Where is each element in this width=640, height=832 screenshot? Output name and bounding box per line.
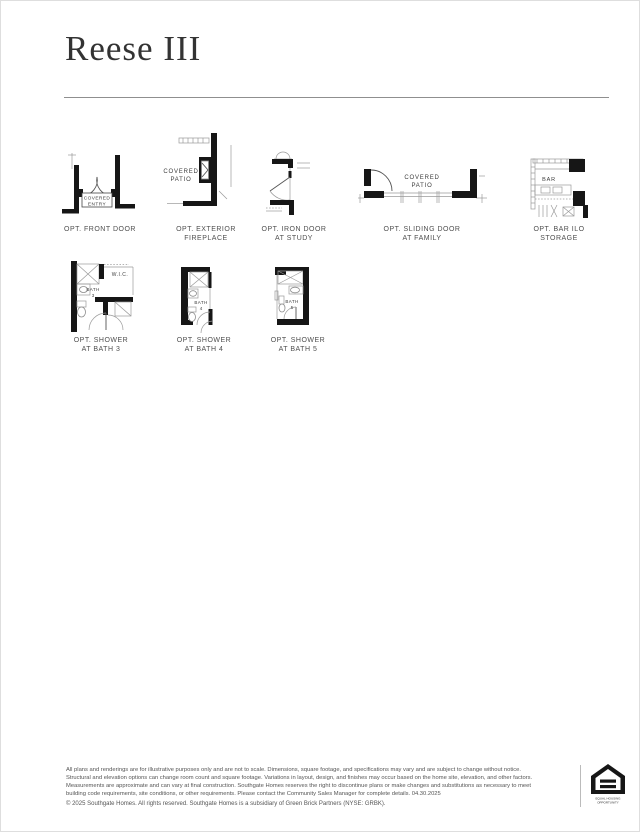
bath4-number: 4 bbox=[199, 306, 203, 311]
bath4-floorplan-icon bbox=[171, 263, 237, 334]
bath5-number: 5 bbox=[290, 305, 294, 310]
covered-entry-label: COVERED bbox=[83, 196, 111, 202]
option-caption: FIREPLACE bbox=[184, 234, 228, 242]
equal-housing-icon bbox=[590, 763, 626, 807]
covered-patio-label: PATIO bbox=[411, 183, 433, 189]
iron-door-diagram bbox=[252, 143, 336, 223]
bar-diagram bbox=[519, 153, 599, 223]
option-caption: AT BATH 4 bbox=[184, 345, 224, 353]
footer-divider bbox=[580, 765, 581, 807]
disclaimer-line: building code requirements, site conditions, or other requirements. Please contact the Community Sales Manager for complete details. 04.30.2025 bbox=[66, 791, 441, 797]
option-caption: OPT. SHOWER bbox=[270, 337, 326, 344]
disclaimer-line: Measurements are approximate and can vary at final construction. Southgate Homes reserves the right to discontinue plans or make changes and substitutions as necessary to meet bbox=[66, 783, 531, 789]
exterior-fireplace-diagram bbox=[159, 129, 253, 223]
front-door-floorplan-icon bbox=[58, 149, 142, 223]
sliding-door-diagram bbox=[354, 167, 490, 223]
bar-floorplan-icon bbox=[519, 153, 599, 223]
disclaimer-text bbox=[66, 766, 578, 798]
page-title: Reese III bbox=[65, 29, 202, 68]
option-caption: STORAGE bbox=[540, 234, 578, 242]
fireplace-floorplan-icon bbox=[159, 129, 253, 223]
bath3-label: BATH bbox=[86, 287, 100, 292]
disclaimer-line: All plans and renderings are for illustrative purposes only and are not to scale. Dimensions, square footage, and specifications may vary and are subject to change without notice. bbox=[66, 767, 521, 773]
option-front-door bbox=[58, 149, 142, 235]
title-divider bbox=[64, 97, 609, 98]
option-shower-bath-3 bbox=[59, 261, 143, 354]
option-bar-ilo-storage bbox=[519, 153, 599, 243]
option-caption: AT FAMILY bbox=[402, 234, 442, 242]
copyright-text: © 2025 Southgate Homes. All rights reserved. Southgate Homes is a subsidiary of Green Brick Partners (NYSE: GRBK). bbox=[66, 801, 386, 807]
front-door-diagram bbox=[58, 149, 142, 223]
option-caption: AT BATH 5 bbox=[278, 345, 318, 353]
option-iron-door-study bbox=[252, 143, 336, 243]
equal-housing-text: OPPORTUNITY bbox=[597, 800, 619, 805]
option-caption: OPT. SHOWER bbox=[73, 337, 129, 344]
bath5-diagram bbox=[265, 263, 331, 334]
option-caption: OPT. IRON DOOR bbox=[261, 226, 327, 233]
bath4-diagram bbox=[171, 263, 237, 334]
bath3-number: 3 bbox=[91, 293, 95, 298]
option-shower-bath-4 bbox=[171, 263, 237, 354]
option-caption: OPT. SHOWER bbox=[176, 337, 232, 344]
option-caption: OPT. EXTERIOR bbox=[176, 226, 236, 233]
iron-door-floorplan-icon bbox=[252, 143, 336, 223]
covered-entry-label: ENTRY bbox=[87, 202, 107, 208]
option-caption: OPT. SLIDING DOOR bbox=[383, 226, 461, 233]
bar-label: BAR bbox=[542, 177, 556, 183]
wic-label: W.I.C. bbox=[111, 272, 129, 278]
option-caption: OPT. BAR ILO bbox=[533, 226, 585, 233]
option-caption: AT STUDY bbox=[275, 234, 313, 242]
equal-housing-logo bbox=[590, 763, 626, 812]
covered-patio-label: PATIO bbox=[170, 177, 192, 183]
disclaimer-line: Structural and elevation options can change room count and square footage. Variations in layout, design, and finishes may occur based on the home site, elevation, and other factors. bbox=[66, 775, 533, 781]
bath5-floorplan-icon bbox=[265, 263, 331, 334]
option-exterior-fireplace bbox=[159, 129, 253, 243]
option-caption: AT BATH 3 bbox=[81, 345, 121, 353]
bath4-label: BATH bbox=[194, 300, 208, 305]
covered-patio-label: COVERED bbox=[163, 169, 199, 175]
option-sliding-door-family bbox=[354, 167, 490, 243]
covered-patio-label: COVERED bbox=[404, 175, 440, 181]
option-shower-bath-5 bbox=[265, 263, 331, 354]
bath3-diagram bbox=[59, 261, 143, 334]
option-caption: OPT. FRONT DOOR bbox=[64, 226, 136, 233]
sliding-door-floorplan-icon bbox=[354, 167, 490, 223]
bath3-floorplan-icon bbox=[59, 261, 143, 334]
bath5-label: BATH bbox=[285, 299, 299, 304]
equal-housing-text: EQUAL HOUSING bbox=[595, 796, 621, 801]
